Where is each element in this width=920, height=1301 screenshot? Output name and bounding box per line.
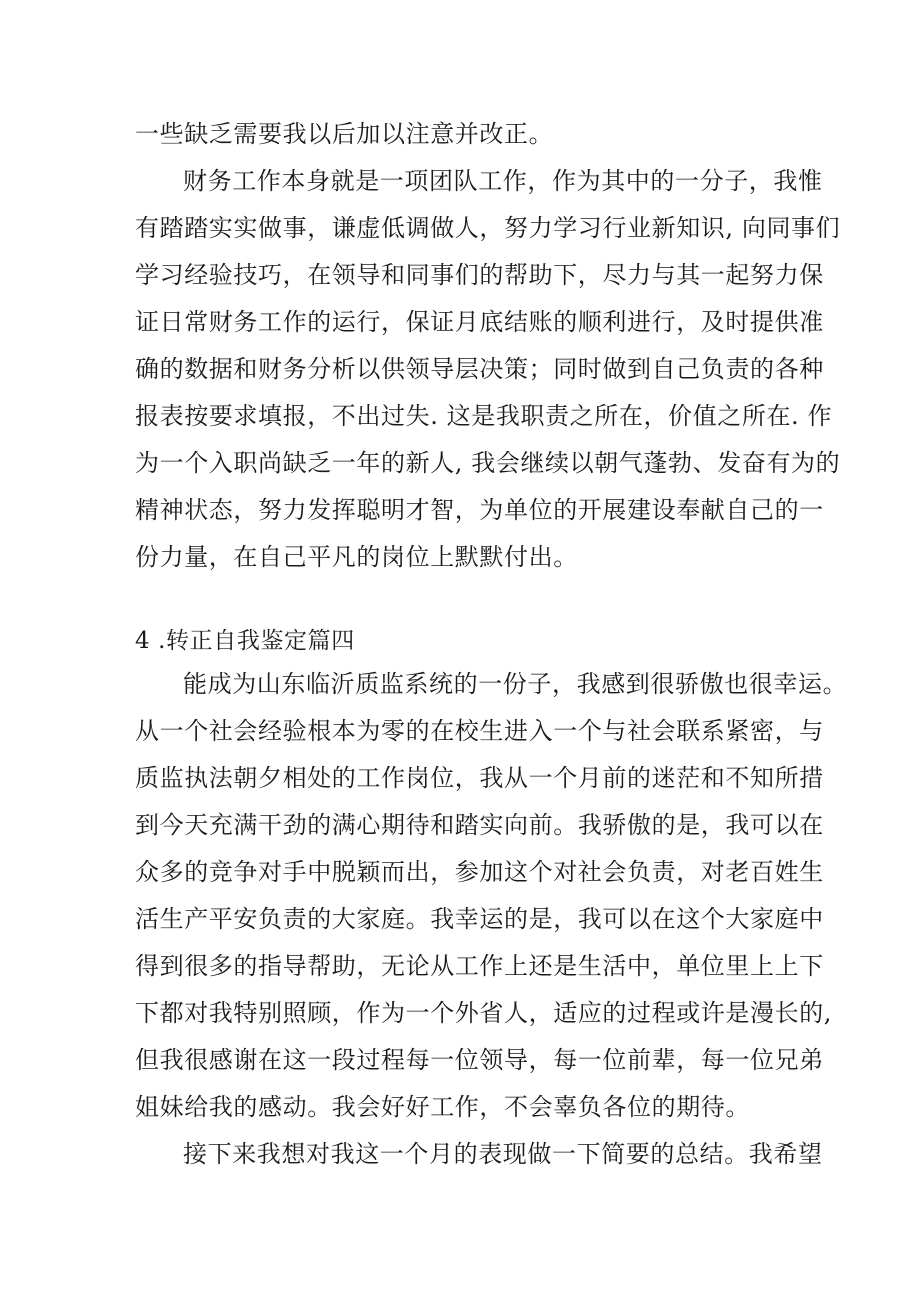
text-line: 为一个入职尚缺乏一年的新人, 我会继续以朝气蓬勃、发奋有为的 — [135, 449, 841, 477]
text-line: 得到很多的指导帮助，无论从工作上还是生活中，单位里上上下 — [135, 952, 824, 980]
section-heading: 4 .转正自我鉴定篇四 — [135, 628, 355, 654]
text-line: 有踏踏实实做事，谦虚低调做人，努力学习行业新知识, 向同事们 — [135, 214, 841, 242]
paragraph-first-line: 财务工作本身就是一项团队工作，作为其中的一分子，我惟 — [183, 167, 823, 195]
text-line: 精神状态，努力发挥聪明才智，为单位的开展建设奉献自己的一 — [135, 496, 824, 524]
text-line: 到今天充满干劲的满心期待和踏实向前。我骄傲的是，我可以在 — [135, 811, 824, 839]
paragraph-first-line: 接下来我想对我这一个月的表现做一下简要的总结。我希望 — [183, 1140, 823, 1168]
paragraph-first-line: 能成为山东临沂质监系统的一份子，我感到很骄傲也很幸运。 — [183, 670, 848, 698]
text-line: 下都对我特别照顾，作为一个外省人，适应的过程或许是漫长的, — [135, 999, 833, 1027]
text-line: 姐妹给我的感动。我会好好工作，不会辜负各位的期待。 — [135, 1093, 750, 1121]
text-line: 活生产平安负责的大家庭。我幸运的是，我可以在这个大家庭中 — [135, 905, 824, 933]
text-line: 质监执法朝夕相处的工作岗位，我从一个月前的迷茫和不知所措 — [135, 764, 824, 792]
text-line: 份力量，在自己平凡的岗位上默默付出。 — [135, 543, 578, 571]
text-line: 众多的竞争对手中脱颖而出，参加这个对社会负责，对老百姓生 — [135, 858, 824, 886]
text-line: 学习经验技巧，在领导和同事们的帮助下，尽力与其一起努力保 — [135, 261, 824, 289]
text-line: 但我很感谢在这一段过程每一位领导，每一位前辈，每一位兄弟 — [135, 1046, 824, 1074]
text-line: 从一个社会经验根本为零的在校生进入一个与社会联系紧密，与 — [135, 717, 824, 745]
text-line: 报表按要求填报，不出过失. 这是我职责之所在，价值之所在. 作 — [135, 402, 833, 430]
text-line: 确的数据和财务分析以供领导层决策；同时做到自己负责的各种 — [135, 355, 824, 383]
text-line: 一些缺乏需要我以后加以注意并改正。 — [135, 120, 554, 148]
text-line: 证日常财务工作的运行，保证月底结账的顺利进行，及时提供准 — [135, 308, 824, 336]
